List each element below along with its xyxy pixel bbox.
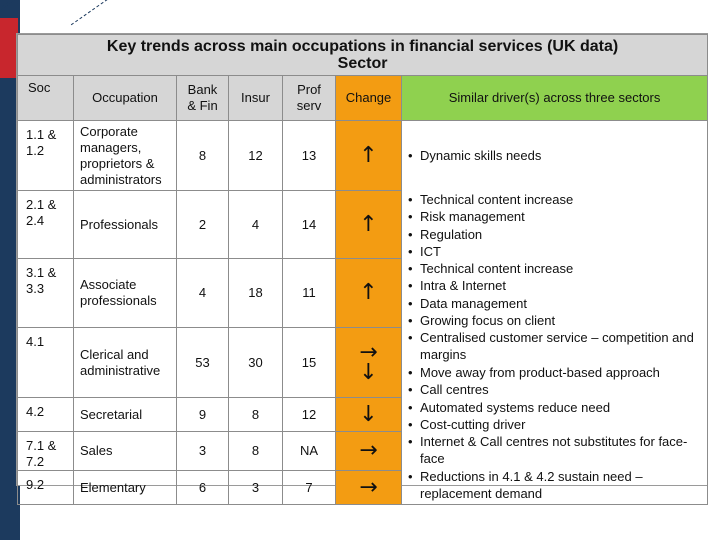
insur-value-cell: 30 [229, 328, 283, 398]
occupation-cell [74, 432, 177, 471]
soc-line: 3.3 [26, 281, 45, 296]
insur-value-cell: 8 [229, 398, 283, 432]
header-insur: Insur [229, 76, 283, 121]
bank-value-cell: 9 [177, 398, 229, 432]
insur-value-cell: 8 [229, 432, 283, 471]
soc-line: 1.1 & [26, 127, 57, 142]
driver-item: • Technical content increase [402, 191, 707, 208]
occupation-cell [74, 259, 177, 328]
prof-value-cell: 13 [283, 121, 336, 191]
change-arrow-cell [336, 328, 402, 398]
change-arrow-line: → [359, 438, 378, 463]
bank-value-cell: 2 [177, 191, 229, 259]
bank-value-cell: 8 [177, 121, 229, 191]
driver-item: • Automated systems reduce need [402, 399, 707, 416]
bank-value-cell: 4 [177, 259, 229, 328]
table-body [18, 121, 708, 505]
header-prof-line1: Prof [297, 82, 321, 97]
insur-value-cell: 3 [229, 471, 283, 505]
trends-table-frame [16, 33, 708, 501]
prof-value-cell: 12 [283, 398, 336, 432]
table-title [18, 35, 708, 76]
occupation-line: professionals [80, 293, 157, 308]
change-arrow-line: ↑ [359, 142, 378, 168]
bank-value-cell: 6 [177, 471, 229, 505]
occupation-line: Sales [80, 443, 113, 458]
soc-cell [18, 328, 74, 398]
header-occupation: Occupation [74, 76, 177, 121]
occupation-cell [74, 121, 177, 191]
occupation-cell [74, 328, 177, 398]
prof-value-cell: 15 [283, 328, 336, 398]
header-soc: Soc [18, 76, 74, 121]
soc-cell [18, 471, 74, 505]
drivers-cell [402, 121, 708, 505]
driver-item: • Intra & Internet [402, 277, 707, 294]
driver-item: • Growing focus on client [402, 312, 707, 329]
change-arrow-line: → [359, 474, 378, 500]
occupation-cell [74, 471, 177, 505]
occupation-line: proprietors & [80, 155, 155, 171]
table-title-sector: Sector [337, 55, 388, 72]
occupation-line: Clerical and [80, 346, 149, 362]
occupation-line: Elementary [80, 479, 146, 495]
change-arrow-line: → [359, 339, 378, 365]
header-bank-line2: & Fin [187, 98, 218, 113]
driver-item: • Dynamic skills needs [402, 121, 707, 191]
change-arrow-cell [336, 471, 402, 505]
driver-item: • Risk management [402, 208, 707, 225]
soc-line: 4.2 [26, 404, 45, 419]
soc-line: 4.1 [26, 334, 45, 349]
soc-cell [18, 259, 74, 328]
change-arrow-cell [336, 398, 402, 432]
driver-item: • ICT [402, 243, 707, 260]
occupation-cell [74, 191, 177, 259]
prof-value-cell: NA [283, 432, 336, 471]
soc-cell [18, 432, 74, 471]
header-bank-line1: Bank [187, 82, 218, 97]
change-arrow-line: ↑ [359, 280, 378, 305]
header-prof-line2: serv [296, 98, 322, 113]
change-arrow-line: ↓ [359, 359, 378, 385]
driver-item: • Cost-cutting driver [402, 416, 707, 433]
slide-decor-dashed-line [71, 0, 121, 26]
prof-value-cell: 7 [283, 471, 336, 505]
occupation-line: administrative [80, 362, 161, 378]
soc-line: 7.1 & [26, 438, 57, 453]
occupation-line: Associate [80, 277, 137, 292]
driver-item: • Internet & Call centres not substitutes for face-face [402, 433, 707, 468]
change-arrow-cell [336, 121, 402, 191]
driver-item: • Data management [402, 295, 707, 312]
soc-cell [18, 191, 74, 259]
header-prof-serv [283, 76, 336, 121]
soc-line: 1.2 [26, 143, 45, 158]
table-row [18, 121, 708, 191]
occupation-line: Secretarial [80, 406, 143, 422]
header-change: Change [336, 76, 402, 121]
table-title-main: Key trends across main occupations in financial services (UK data) [106, 38, 619, 55]
driver-item: • Centralised customer service – competition and margins [402, 329, 707, 364]
header-drivers: Similar driver(s) across three sectors [402, 76, 708, 121]
occupation-line: administrators [80, 171, 162, 187]
drivers-list [402, 121, 707, 502]
bank-value-cell: 3 [177, 432, 229, 471]
header-bank-fin [177, 76, 229, 121]
occupation-cell [74, 398, 177, 432]
soc-line: 3.1 & [26, 265, 57, 280]
driver-item: • Regulation [402, 226, 707, 243]
soc-cell [18, 398, 74, 432]
occupation-line: Corporate [80, 123, 138, 139]
soc-line: 2.4 [26, 213, 45, 228]
trends-table [17, 34, 708, 505]
soc-line: 2.1 & [26, 197, 57, 212]
prof-value-cell: 14 [283, 191, 336, 259]
bank-value-cell: 53 [177, 328, 229, 398]
change-arrow-cell [336, 432, 402, 471]
driver-item: • Technical content increase [402, 260, 707, 277]
prof-value-cell: 11 [283, 259, 336, 328]
soc-cell [18, 121, 74, 191]
change-arrow-line: ↓ [359, 401, 378, 427]
change-arrow-cell [336, 191, 402, 259]
occupation-line: managers, [80, 139, 142, 155]
driver-item: • Reductions in 4.1 & 4.2 sustain need – replacement demand [402, 468, 707, 503]
change-arrow-cell [336, 259, 402, 328]
soc-line: 7.2 [26, 454, 45, 469]
driver-item: • Call centres [402, 381, 707, 398]
soc-line: 9.2 [26, 477, 45, 492]
driver-item: • Move away from product-based approach [402, 364, 707, 381]
change-arrow-line: ↑ [359, 211, 378, 237]
insur-value-cell: 4 [229, 191, 283, 259]
insur-value-cell: 18 [229, 259, 283, 328]
occupation-line: Professionals [80, 216, 159, 232]
insur-value-cell: 12 [229, 121, 283, 191]
